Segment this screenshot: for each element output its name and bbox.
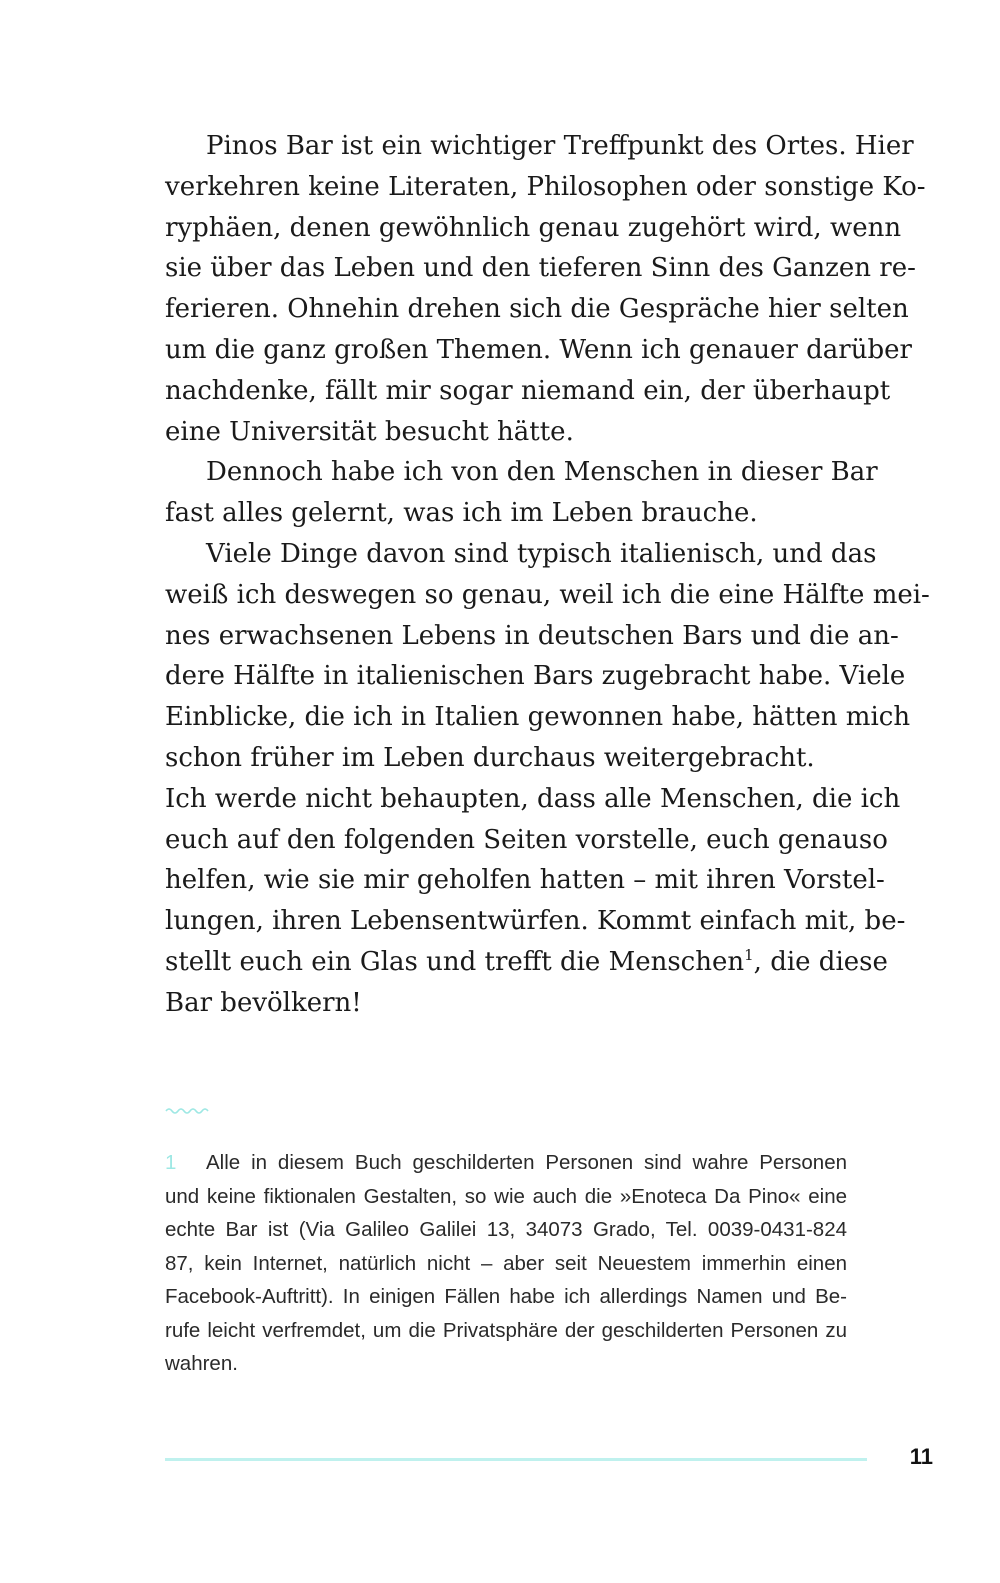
- footnote-number: 1: [165, 1151, 177, 1174]
- text-line: weiß ich deswegen so genau, weil ich die eine Hälfte mei-: [165, 579, 930, 610]
- footnote-text: Alle in diesem Buch geschilderten Personen sind wahre Personen: [206, 1151, 847, 1174]
- text-line: ryphäen, denen gewöhnlich genau zugehört wird, wenn: [165, 212, 902, 243]
- text-line-with-footnote-ref: [165, 942, 888, 983]
- text-line: Viele Dinge davon sind typisch italienisch, und das: [206, 538, 877, 569]
- text-line: Ich werde nicht behaupten, dass alle Menschen, die ich: [165, 783, 901, 814]
- footnote-line: 87, kein Internet, natürlich nicht – aber seit Neuestem immerhin einen: [165, 1251, 847, 1275]
- main-text: [165, 126, 930, 1024]
- text-line: helfen, wie sie mir geholfen hatten – mit ihren Vorstel-: [165, 865, 885, 896]
- text-line: schon früher im Leben durchaus weitergebracht.: [165, 742, 815, 773]
- text-line: ferieren. Ohnehin drehen sich die Gespräche hier selten: [165, 294, 909, 325]
- text-line: Einblicke, die ich in Italien gewonnen habe, hätten mich: [165, 702, 911, 733]
- footnote-separator-wave: [165, 1105, 209, 1115]
- text-line: lungen, ihren Lebensentwürfen. Kommt einfach mit, be-: [165, 906, 906, 937]
- text-line: nachdenke, fällt mir sogar niemand ein, der überhaupt: [165, 375, 891, 406]
- footnote-line: echte Bar ist (Via Galileo Galilei 13, 34073 Grado, Tel. 0039-0431-824: [165, 1218, 847, 1241]
- text-line: eine Universität besucht hätte.: [165, 416, 574, 447]
- footnote-line: und keine fiktionalen Gestalten, so wie auch die »Enoteca Da Pino« eine: [165, 1184, 847, 1208]
- footnote-line: Facebook-Auftritt). In einigen Fällen habe ich allerdings Namen und Be-: [165, 1285, 847, 1308]
- footnote-line: [165, 1146, 847, 1180]
- text-line: nes erwachsenen Lebens in deutschen Bars und die an-: [165, 620, 899, 651]
- footnote-reference[interactable]: 1: [744, 945, 754, 964]
- text-line: euch auf den folgenden Seiten vorstelle, euch genauso: [165, 824, 888, 855]
- text-line: verkehren keine Literaten, Philosophen oder sonstige Ko-: [165, 171, 926, 202]
- text-segment: , die diese: [753, 946, 888, 977]
- text-line: fast alles gelernt, was ich im Leben brauche.: [165, 498, 758, 529]
- text-line: Pinos Bar ist ein wichtiger Treffpunkt des Ortes. Hier: [206, 131, 914, 161]
- page-number: 11: [909, 1444, 933, 1469]
- text-line: dere Hälfte in italienischen Bars zugebracht habe. Viele: [165, 661, 906, 692]
- footnote: [165, 1146, 847, 1381]
- footnote-line: rufe leicht verfremdet, um die Privatsphäre der geschilderten Personen zu: [165, 1318, 847, 1342]
- footnote-line: wahren.: [165, 1352, 238, 1375]
- text-line: Bar bevölkern!: [165, 987, 362, 1018]
- text-line: Dennoch habe ich von den Menschen in dieser Bar: [206, 457, 878, 488]
- footer-rule: [165, 1458, 867, 1461]
- text-segment: stellt euch ein Glas und trefft die Menschen: [165, 946, 745, 977]
- text-line: um die ganz großen Themen. Wenn ich genauer darüber: [165, 334, 912, 365]
- text-line: sie über das Leben und den tieferen Sinn des Ganzen re-: [165, 253, 916, 284]
